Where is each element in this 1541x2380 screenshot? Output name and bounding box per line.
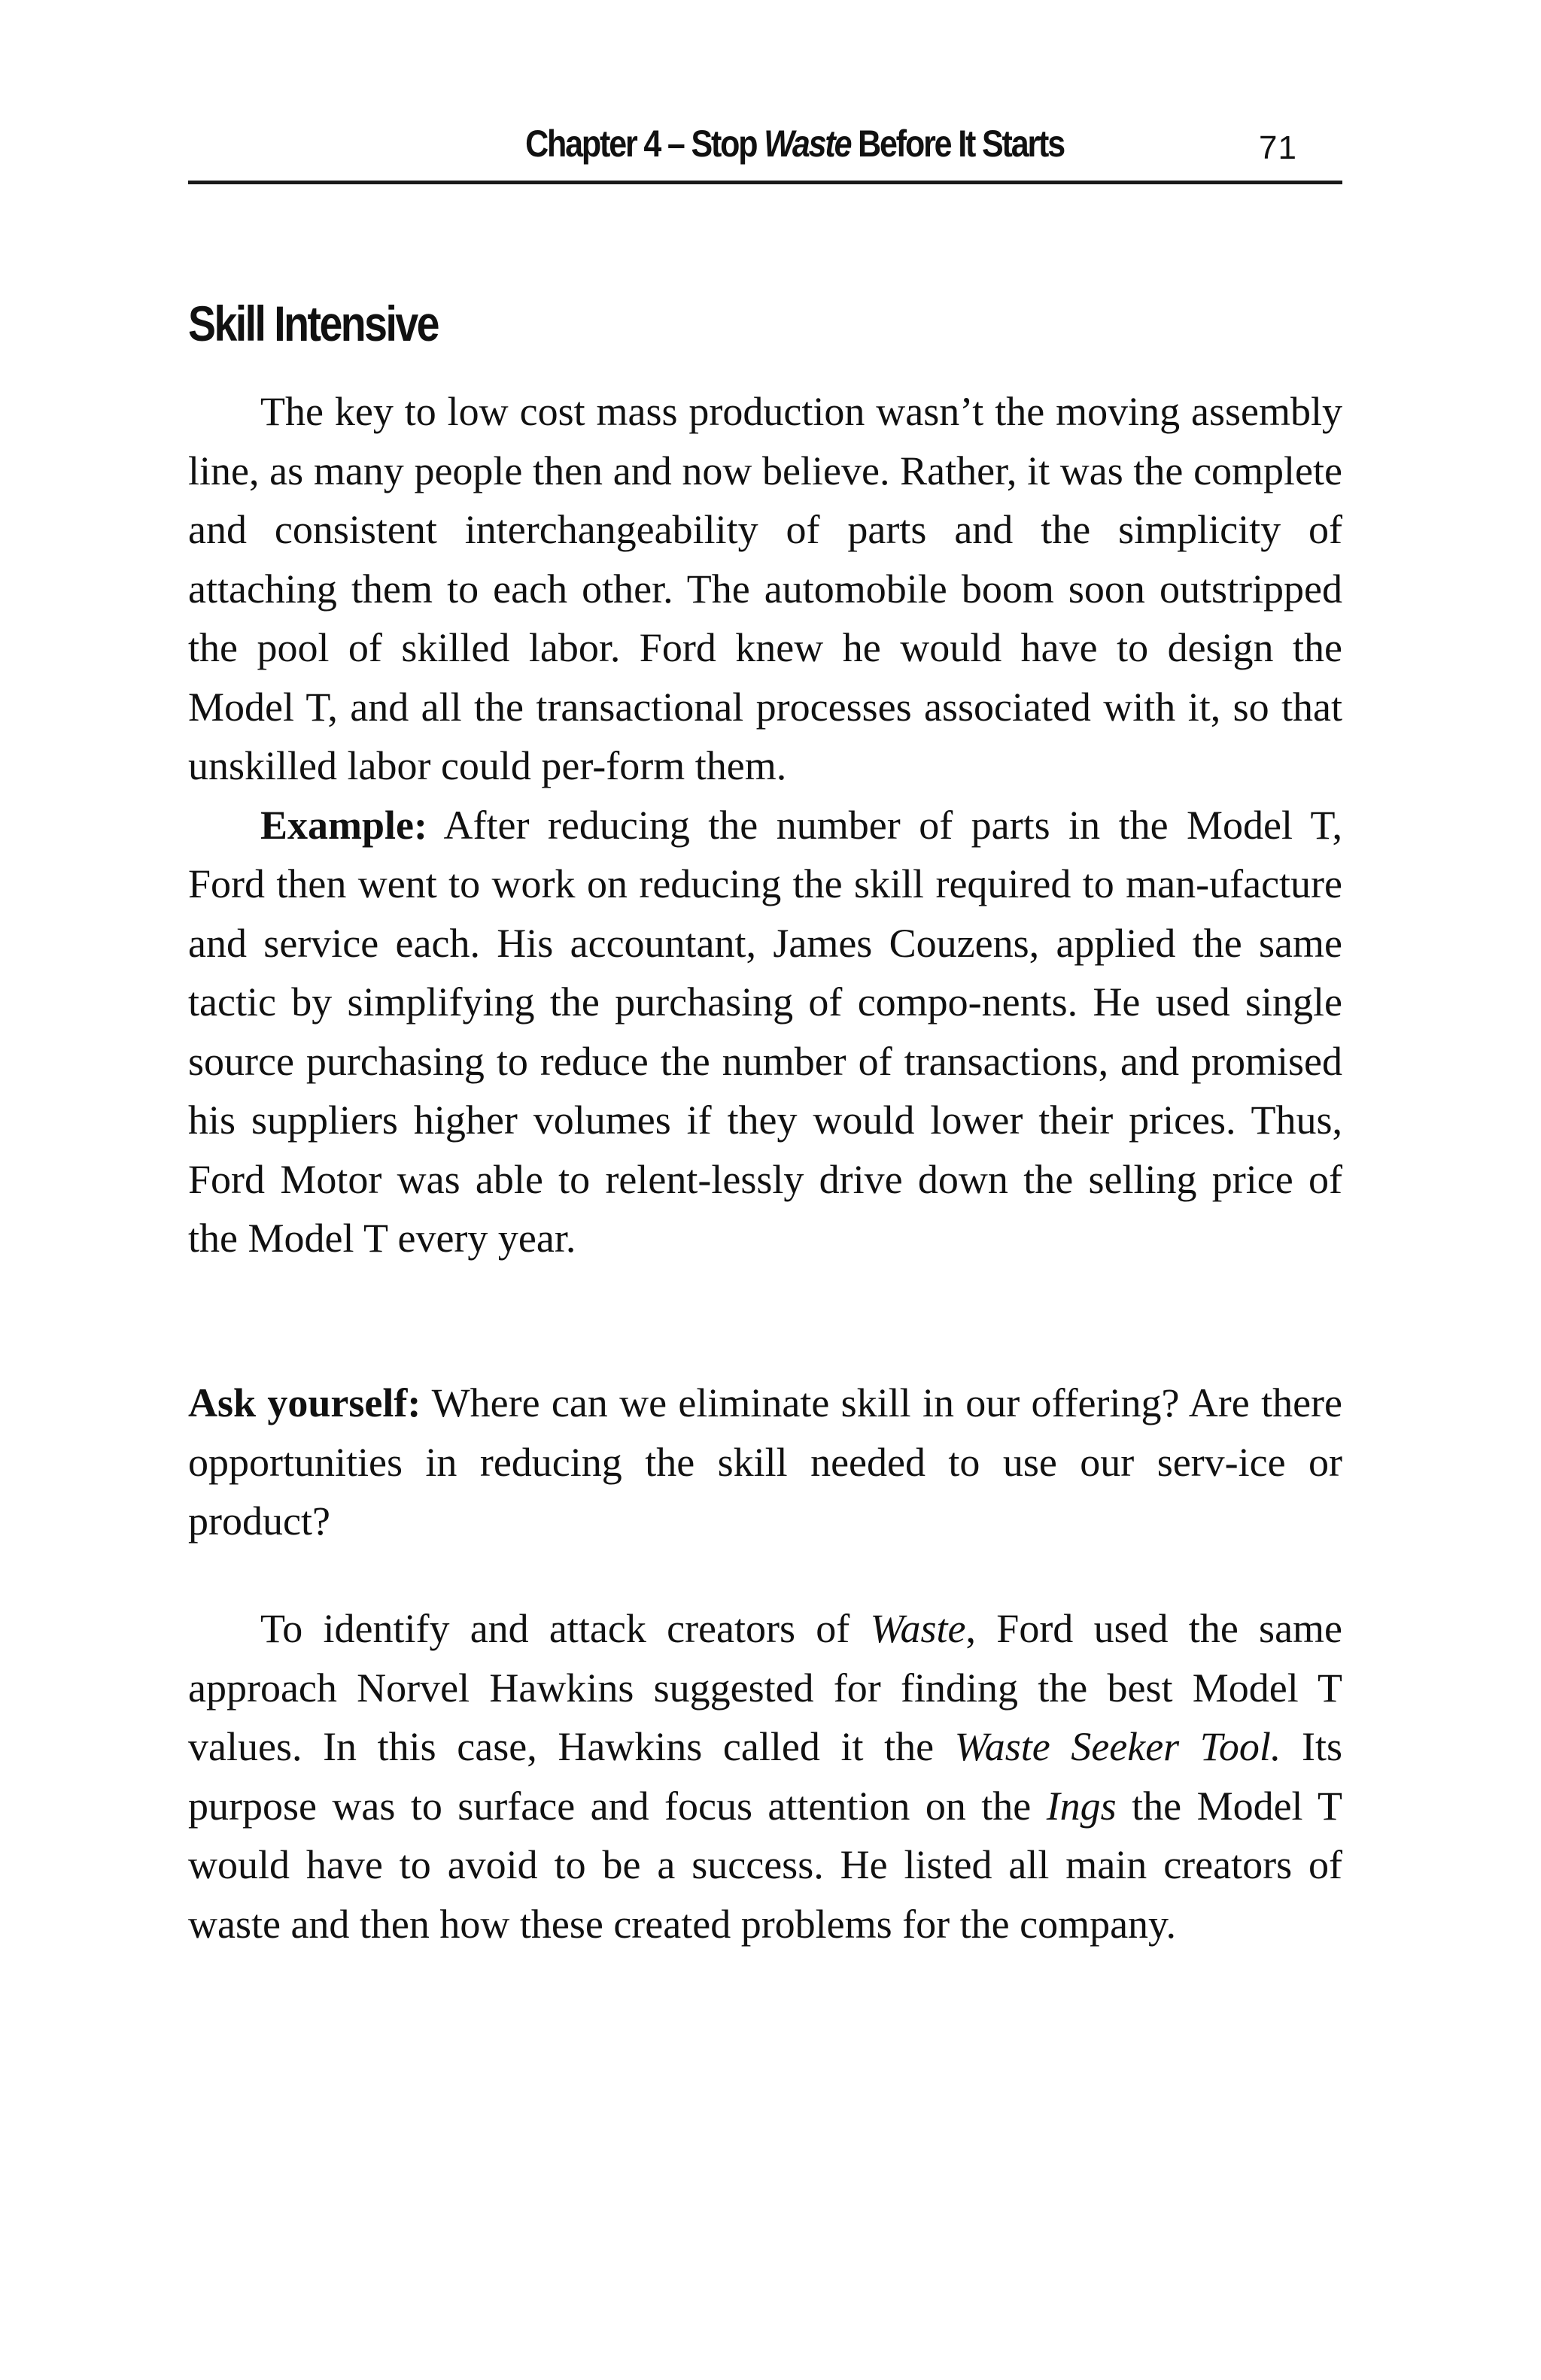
page-number: 71 [1259, 129, 1297, 166]
waste-italic-3: Ings [1046, 1783, 1117, 1829]
waste-text-1: To identify and attack creators of [260, 1606, 871, 1651]
ask-yourself-label: Ask yourself: [188, 1380, 421, 1425]
paragraph-intro: The key to low cost mass production wasn’t the moving assembly line, as many people then and now believe. Rather, it was the complete and consistent interchangeability of parts and the simplicity of attaching them to each other. The automobile boom soon outstripped the pool of skilled labor. Ford knew he would have to design the Model T, and all the transactional processes associated with it, so that unskilled labor could per-form them. [188, 389, 1342, 788]
running-header [188, 119, 1342, 184]
body-block-main [188, 382, 1342, 1268]
example-text: After reducing the number of parts in the Model T, Ford then went to work on reducing the skill required to man-ufacture and service each. His accountant, James Couzens, applied the same tactic by simplifying the purchasing of compo-nents. He used single source purchasing to reduce the number of transactions, and promised his suppliers higher volumes if they would lower their prices. Thus, Ford Motor was able to relent-lessly drive down the selling price of the Model T every year. [188, 802, 1342, 1261]
waste-text-4: the Model T would have to avoid to be a success. He listed all main creators of waste and then how these created problems for the company. [188, 1783, 1343, 1947]
chapter-title [311, 122, 1064, 165]
waste-text-3: Its purpose was to surface and focus attention on the [188, 1724, 1343, 1829]
paragraph-example [188, 796, 1342, 1268]
book-page [188, 0, 1342, 2380]
chapter-title-italic: Waste [764, 123, 851, 165]
paragraph-ask-yourself [188, 1374, 1342, 1551]
chapter-title-suffix: Before It Starts [850, 123, 1064, 165]
ask-yourself-text: Where can we eliminate skill in our offering? Are there opportunities in reducing the skill needed to use our serv-ice or product? [188, 1380, 1342, 1544]
waste-italic-1: Waste [870, 1606, 966, 1651]
body-block-waste [188, 1599, 1342, 1953]
chapter-title-prefix: Chapter 4 – Stop [525, 123, 764, 165]
paragraph-waste-seeker [188, 1599, 1342, 1953]
waste-italic-2: Waste Seeker Tool. [954, 1724, 1281, 1769]
waste-text-2: , Ford used the same approach Norvel Hawkins suggested for finding the best Model T values. In this case, Hawkins called it the [188, 1606, 1343, 1769]
section-heading: Skill Intensive [188, 296, 438, 351]
body-block-ask [188, 1374, 1342, 1551]
example-label: Example: [260, 802, 427, 848]
